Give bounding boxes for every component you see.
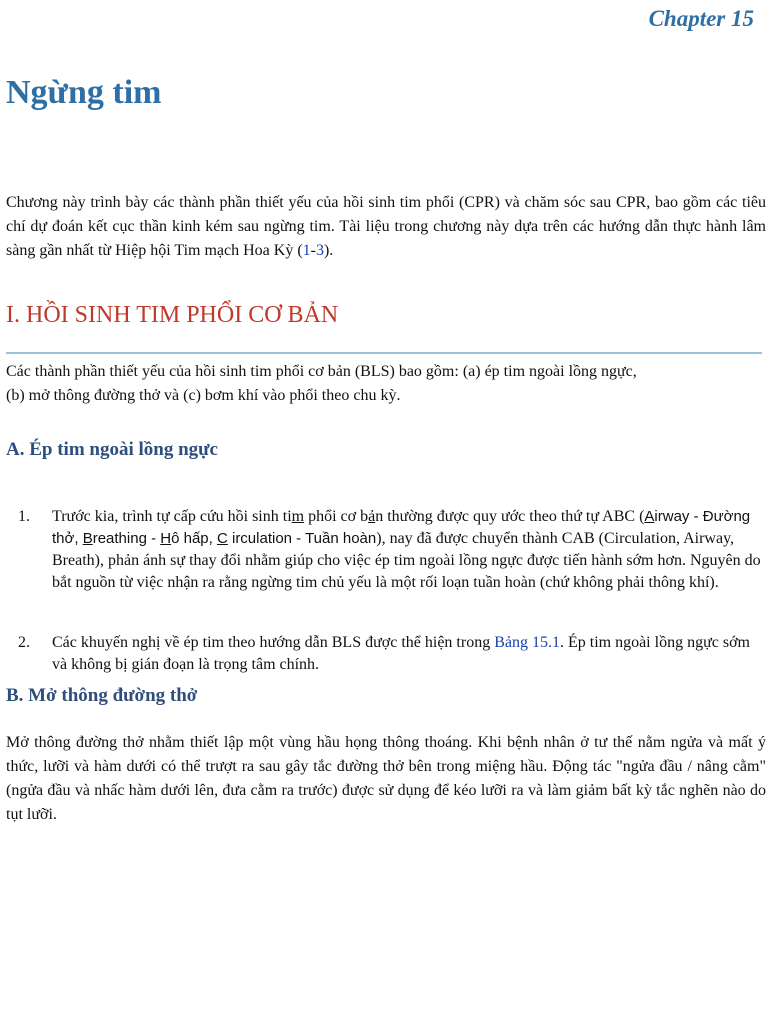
airway-paragraph: Mở thông đường thở nhằm thiết lập một vùng hầu họng thông thoáng. Khi bệnh nhân ở tư thế nằm ngửa và mất ý thức, lưỡi và hàm dưới có thể trượt ra sau gây tắc đường thở bên trong miệng hầu. Động tác "ngửa đầu / nâng cằm" (ngửa đầu và nhấc hàm dưới lên, đưa cằm ra trước) được sử dụng để kéo lưỡi ra và làm giảm bất kỳ tắc nghẽn nào do tụt lưỡi.	[6, 734, 766, 823]
section-divider	[6, 352, 762, 354]
airway-letter: A	[644, 508, 655, 525]
list-item-2	[18, 632, 764, 676]
reference-separator: -	[310, 242, 316, 259]
item2-text-part: Các khuyến nghị về ép tim theo hướng dẫn BLS được thể hiện trong	[52, 634, 495, 651]
chapter-word: Chapter	[648, 6, 726, 31]
ho-hap-text: ô hấp,	[171, 530, 217, 547]
ho-hap-letter: H	[160, 530, 172, 547]
bls-intro-paragraph	[6, 360, 766, 408]
circulation-text: irculation - Tuần hoàn	[227, 530, 377, 547]
item1-underlined-char: m	[291, 508, 305, 525]
reference-link-1[interactable]: 1	[302, 242, 311, 259]
intro-paragraph	[6, 191, 766, 263]
chapter-label	[649, 6, 754, 32]
intro-text: Chương này trình bày các thành phần thiết yếu của hồi sinh tim phổi (CPR) và chăm sóc sau CPR, bao gồm các tiêu chí dự đoán kết cục thần kinh kém sau ngừng tim. Tài liệu trong chương này dựa trên các hướng dẫn thực hành lâm sàng gần nhất từ Hiệp hội Tim mạch Hoa Kỳ (	[6, 194, 766, 259]
item1-text-part: phổi cơ b	[304, 508, 369, 525]
item1-text-part: Trước kia, trình tự cấp cứu hồi sinh ti	[52, 508, 292, 525]
list-item-1	[18, 506, 764, 594]
subsection-heading-airway: B. Mở thông đường thở	[6, 685, 198, 706]
list-item-text	[52, 506, 764, 594]
list-number: 1.	[18, 508, 30, 525]
airway-text: irway - Đường thở,	[52, 508, 751, 547]
intro-end: ).	[323, 242, 334, 259]
circulation-letter: C	[216, 530, 228, 547]
list-number: 2.	[18, 634, 30, 651]
item2-text-part: . Ép tim ngoài lồng ngực sớm và không bị gián đoạn là trọng tâm chính.	[52, 634, 750, 673]
subsection-heading-chest-compression: A. Ép tim ngoài lồng ngực	[6, 439, 218, 460]
bls-intro-line-2: (b) mở thông đường thở và (c) bơm khí vào phổi theo chu kỳ.	[6, 387, 401, 404]
table-reference-link[interactable]: Bảng 15.1	[494, 634, 560, 651]
item1-underlined-char: ả	[368, 508, 376, 525]
breathing-text: reathing -	[92, 530, 161, 547]
bls-intro-line-1: Các thành phần thiết yếu của hồi sinh tim phổi cơ bản (BLS) bao gồm: (a) ép tim ngoài lồng ngực,	[6, 363, 637, 380]
chapter-number: 15	[731, 6, 754, 31]
item1-text-part: n thường được quy ước theo thứ tự ABC (	[375, 508, 645, 525]
reference-link-3[interactable]: 3	[315, 242, 324, 259]
list-item-text	[52, 632, 764, 676]
section-heading-bls: I. HỒI SINH TIM PHỔI CƠ BẢN	[6, 302, 339, 328]
page-title: Ngừng tim	[6, 74, 162, 111]
item1-text-part: ), nay đã được chuyển thành CAB (Circulation, Airway, Breath), phản ánh sự thay đổi nhằm giúp cho việc ép tim ngoài lồng ngực được tiến hành sớm hơn. Nguyên do bắt nguồn từ việc nhận ra rằng ngừng tim chủ yếu là một rối loạn tuần hoàn (chứ không phải thông khí).	[52, 530, 761, 591]
breathing-letter: B	[82, 530, 93, 547]
